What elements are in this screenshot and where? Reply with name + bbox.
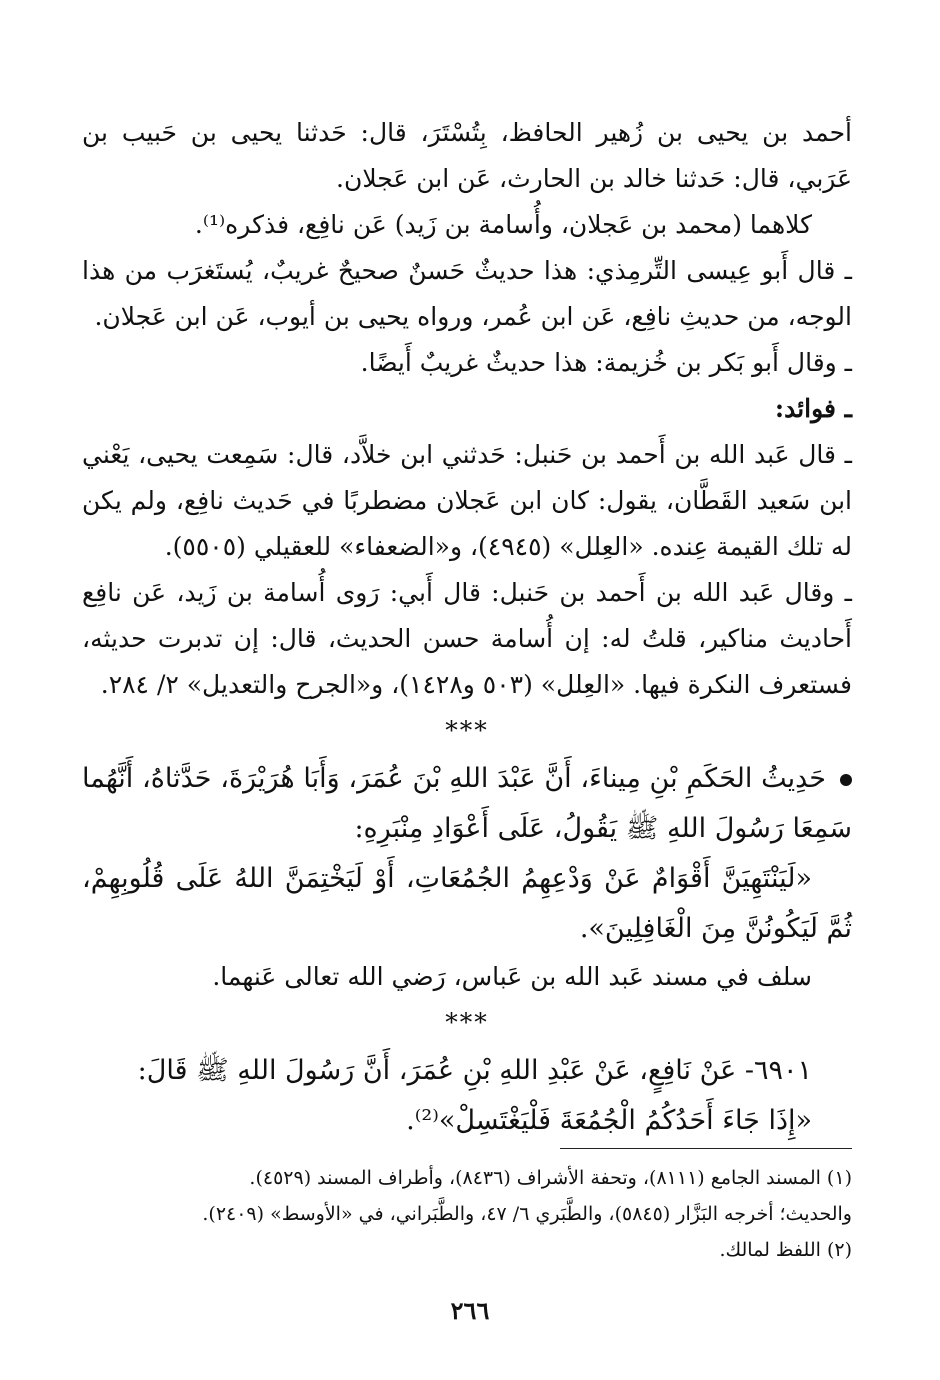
paragraph-hadith-6901-isnad: ٦٩٠١- عَنْ نَافِعٍ، عَنْ عَبْدِ اللهِ بْنِ عُمَرَ، أَنَّ رَسُولَ اللهِ ﷺ قَالَ:	[137, 1055, 812, 1086]
page-body	[82, 110, 852, 1146]
footnote-divider	[560, 1148, 852, 1149]
paragraph-benefit-2: ـ وقال عَبد الله بن أَحمد بن حَنبل: قال أَبي: رَوى أُسامة بن زَيد، عَن نافِع أَحاديث مناكير، قلتُ له: إن أُسامة حسن الحديث، قال: إن تدبرت حديثه، فستعرف النكرة فيها. «العِلل» (٥٠٣ و١٤٢٨)، و«الجرح والتعديل» ٢/ ٢٨٤.	[82, 578, 852, 699]
paragraph-hadith-6901-text: «إِذَا جَاءَ أَحَدُكُمُ الْجُمُعَةَ فَلْيَغْتَسِلْ»⁽²⁾.	[406, 1105, 812, 1136]
paragraph-ibn-khuzaymah-comment: ـ وقال أَبو بَكر بن خُزيمة: هذا حديثٌ غريبٌ أَيضًا.	[360, 348, 852, 377]
paragraph-both-narrators: كلاهما (محمد بن عَجلان، وأُسامة بن زَيد) عَن نافِع، فذكره⁽¹⁾.	[194, 210, 812, 239]
page-number: ٢٦٦	[450, 1296, 490, 1325]
separator-stars: ***	[445, 1008, 489, 1037]
section-heading-benefits: ـ فوائد:	[774, 394, 852, 423]
paragraph-hadith-intro	[82, 754, 852, 854]
paragraph-isnad-continuation: أحمد بن يحيى بن زُهير الحافظ، بِتُسْتَرَ، قال: حَدثنا يحيى بن حَبيب بن عَرَبي، قال: حَدثنا خالد بن الحارث، عَن ابن عَجلان.	[82, 118, 852, 193]
paragraph-cross-reference: سلف في مسند عَبد الله بن عَباس، رَضي الله تعالى عَنهما.	[212, 962, 812, 991]
footnotes	[82, 1160, 852, 1268]
footnote-1-continuation: والحديث؛ أخرجه البَزَّار (٥٨٤٥)، والطَّبَري ٦/ ٤٧، والطَّبَراني، في «الأوسط» (٢٤٠٩).	[202, 1203, 852, 1225]
paragraph-benefit-1: ـ قال عَبد الله بن أَحمد بن حَنبل: حَدثني ابن خلاَّد، قال: سَمِعت يحيى، يَعْني ابن سَعيد القَطَّان، يقول: كان ابن عَجلان مضطربًا في حَديث نافِع، ولم يكن له تلك القيمة عِنده. «العِلل» (٤٩٤٥)، و«الضعفاء» للعقيلي (٥٥٠٥).	[82, 440, 852, 561]
hadith-intro-text: حَدِيثُ الحَكَمِ بْنِ مِيناءَ، أَنَّ عَبْدَ اللهِ بْنَ عُمَرَ، وَأَبَا هُرَيْرَةَ، حَدَّثاهُ، أَنَّهُما سَمِعَا رَسُولَ اللهِ ﷺ يَقُولُ، عَلَى أَعْوَادِ مِنْبَرِهِ:	[82, 763, 852, 844]
footnote-1: (١) المسند الجامع (٨١١١)، وتحفة الأشراف (٨٤٣٦)، وأطراف المسند (٤٥٢٩).	[249, 1167, 852, 1189]
footnote-2: (٢) اللفظ لمالك.	[719, 1239, 852, 1261]
paragraph-tirmidhi-comment: ـ قال أَبو عِيسى التِّرمِذي: هذا حديثٌ حَسنٌ صحيحٌ غريبٌ، يُستَغرَب من هذا الوجه، من حديثِ نافِع، عَن ابن عُمر، ورواه يحيى بن أيوب، عَن ابن عَجلان.	[82, 256, 852, 331]
paragraph-hadith-text: «لَيَنْتَهِيَنَّ أَقْوَامٌ عَنْ وَدْعِهِمُ الجُمُعَاتِ، أَوْ لَيَخْتِمَنَّ اللهُ عَلَى قُلُوبِهِمْ، ثُمَّ لَيَكُونُنَّ مِنَ الْغَافِلِينَ».	[82, 863, 852, 944]
separator-stars: ***	[445, 716, 489, 745]
bullet-icon	[840, 774, 852, 786]
